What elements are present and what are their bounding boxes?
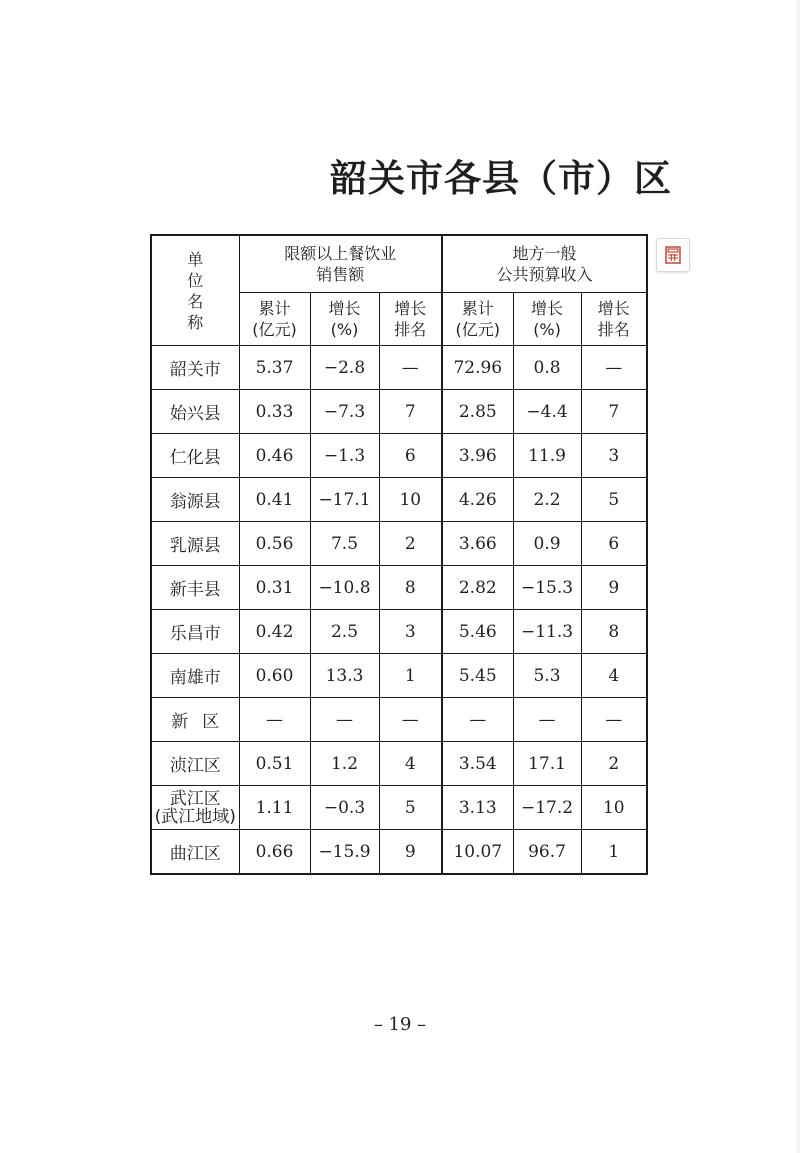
budget-rank: 5 xyxy=(581,478,647,522)
budget-rank: — xyxy=(581,698,647,742)
growth-rank-header: 增长 排名 xyxy=(379,293,442,346)
catering-cumulative: 0.42 xyxy=(239,610,310,654)
catering-cumulative: 0.51 xyxy=(239,742,310,786)
budget-growth: −15.3 xyxy=(513,566,581,610)
budget-growth: 0.9 xyxy=(513,522,581,566)
table-row xyxy=(151,698,647,742)
table-row xyxy=(151,610,647,654)
catering-sales-header: 限额以上餐饮业 销售额 xyxy=(239,235,442,293)
catering-rank: — xyxy=(379,698,442,742)
catering-cumulative: 0.33 xyxy=(239,390,310,434)
catering-rank: 7 xyxy=(379,390,442,434)
row-name: 新丰县 xyxy=(151,566,239,610)
catering-cumulative: 0.31 xyxy=(239,566,310,610)
row-name: 韶关市 xyxy=(151,346,239,390)
catering-cumulative: 1.11 xyxy=(239,786,310,830)
catering-rank: — xyxy=(379,346,442,390)
budget-growth: 5.3 xyxy=(513,654,581,698)
cumulative-header: 累计 (亿元) xyxy=(239,293,310,346)
cumulative-header: 累计 (亿元) xyxy=(442,293,513,346)
budget-cumulative: 5.45 xyxy=(442,654,513,698)
catering-cumulative: 0.56 xyxy=(239,522,310,566)
catering-rank: 6 xyxy=(379,434,442,478)
unit-name-header: 单 位 名 称 xyxy=(151,235,239,346)
catering-growth: 13.3 xyxy=(310,654,379,698)
catering-rank: 9 xyxy=(379,830,442,875)
row-name: 浈江区 xyxy=(151,742,239,786)
budget-cumulative: 2.82 xyxy=(442,566,513,610)
row-name: 南雄市 xyxy=(151,654,239,698)
catering-growth: −0.3 xyxy=(310,786,379,830)
budget-cumulative: 10.07 xyxy=(442,830,513,875)
budget-rank: 1 xyxy=(581,830,647,875)
catering-rank: 1 xyxy=(379,654,442,698)
catering-cumulative: 0.66 xyxy=(239,830,310,875)
catering-cumulative: 0.41 xyxy=(239,478,310,522)
catering-growth: 2.5 xyxy=(310,610,379,654)
budget-growth: — xyxy=(513,698,581,742)
growth-header: 增长 (%) xyxy=(513,293,581,346)
catering-growth: — xyxy=(310,698,379,742)
page-number: – 19 – xyxy=(373,1014,427,1035)
catering-growth: 7.5 xyxy=(310,522,379,566)
budget-growth: 0.8 xyxy=(513,346,581,390)
budget-cumulative: 3.13 xyxy=(442,786,513,830)
catering-rank: 4 xyxy=(379,742,442,786)
calculator-icon xyxy=(663,245,683,265)
growth-header: 增长 (%) xyxy=(310,293,379,346)
catering-growth: −2.8 xyxy=(310,346,379,390)
catering-growth: 1.2 xyxy=(310,742,379,786)
table-row xyxy=(151,566,647,610)
budget-growth: 96.7 xyxy=(513,830,581,875)
catering-cumulative: 0.60 xyxy=(239,654,310,698)
catering-rank: 3 xyxy=(379,610,442,654)
row-name: 乐昌市 xyxy=(151,610,239,654)
row-name: 武江区 (武江地域) xyxy=(151,786,239,830)
growth-rank-header: 增长 排名 xyxy=(581,293,647,346)
row-name: 曲江区 xyxy=(151,830,239,875)
budget-cumulative: 3.96 xyxy=(442,434,513,478)
budget-cumulative: 3.54 xyxy=(442,742,513,786)
table-row xyxy=(151,522,647,566)
budget-cumulative: — xyxy=(442,698,513,742)
catering-growth: −7.3 xyxy=(310,390,379,434)
catering-rank: 5 xyxy=(379,786,442,830)
row-name: 始兴县 xyxy=(151,390,239,434)
budget-growth: 11.9 xyxy=(513,434,581,478)
statistics-table xyxy=(150,234,648,875)
catering-cumulative: 0.46 xyxy=(239,434,310,478)
table-row xyxy=(151,786,647,830)
budget-cumulative: 3.66 xyxy=(442,522,513,566)
table-row xyxy=(151,742,647,786)
row-name: 乳源县 xyxy=(151,522,239,566)
budget-rank: 8 xyxy=(581,610,647,654)
catering-rank: 10 xyxy=(379,478,442,522)
row-name: 仁化县 xyxy=(151,434,239,478)
row-name: 翁源县 xyxy=(151,478,239,522)
budget-cumulative: 2.85 xyxy=(442,390,513,434)
budget-growth: −11.3 xyxy=(513,610,581,654)
budget-rank: — xyxy=(581,346,647,390)
calculator-button[interactable] xyxy=(656,238,690,272)
budget-rank: 4 xyxy=(581,654,647,698)
table-row xyxy=(151,390,647,434)
budget-rank: 9 xyxy=(581,566,647,610)
catering-growth: −15.9 xyxy=(310,830,379,875)
catering-rank: 8 xyxy=(379,566,442,610)
budget-cumulative: 4.26 xyxy=(442,478,513,522)
table-row xyxy=(151,478,647,522)
table-row xyxy=(151,346,647,390)
budget-rank: 10 xyxy=(581,786,647,830)
table-row xyxy=(151,830,647,875)
budget-rank: 7 xyxy=(581,390,647,434)
page-title: 韶关市各县（市）区 xyxy=(330,156,672,200)
catering-growth: −10.8 xyxy=(310,566,379,610)
budget-rank: 3 xyxy=(581,434,647,478)
catering-growth: −1.3 xyxy=(310,434,379,478)
table-row xyxy=(151,434,647,478)
budget-rank: 6 xyxy=(581,522,647,566)
page-edge-shadow xyxy=(794,0,800,1153)
budget-growth: −4.4 xyxy=(513,390,581,434)
budget-cumulative: 5.46 xyxy=(442,610,513,654)
row-name: 新区 xyxy=(151,698,239,742)
catering-cumulative: — xyxy=(239,698,310,742)
catering-rank: 2 xyxy=(379,522,442,566)
table-row xyxy=(151,654,647,698)
catering-growth: −17.1 xyxy=(310,478,379,522)
public-budget-revenue-header: 地方一般 公共预算收入 xyxy=(442,235,647,293)
budget-growth: −17.2 xyxy=(513,786,581,830)
budget-growth: 17.1 xyxy=(513,742,581,786)
budget-rank: 2 xyxy=(581,742,647,786)
catering-cumulative: 5.37 xyxy=(239,346,310,390)
budget-cumulative: 72.96 xyxy=(442,346,513,390)
budget-growth: 2.2 xyxy=(513,478,581,522)
